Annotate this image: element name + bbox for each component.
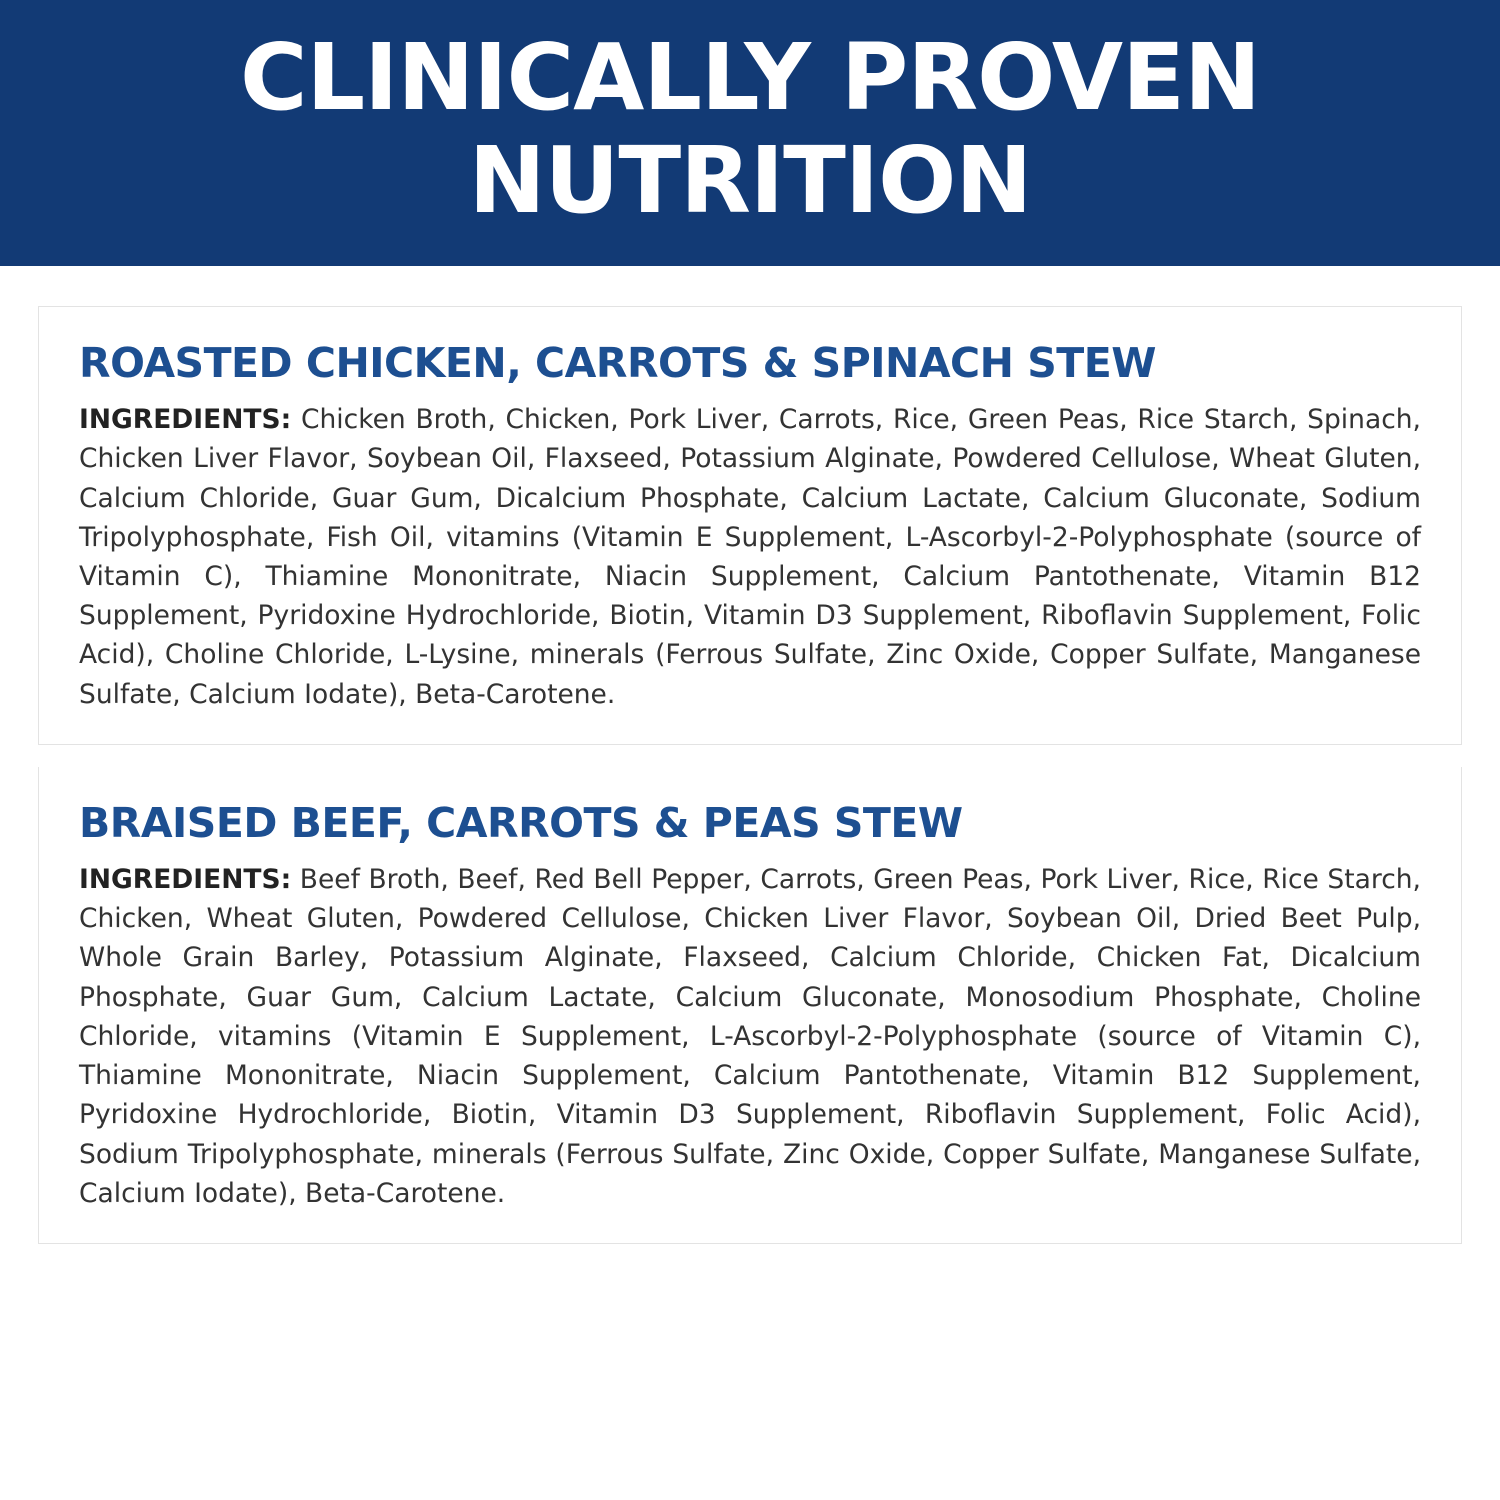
product-title: BRAISED BEEF, CARROTS & PEAS STEW	[79, 798, 963, 847]
banner-title-line-2: NUTRITION	[468, 127, 1032, 235]
ingredients-text: Chicken Broth, Chicken, Pork Liver, Carrots, Rice, Green Peas, Rice Starch, Spinach, Chicken Liver Flavor, Soybean Oil, Flaxseed, Potassium Alginate, Powdered Cellulose, Wheat Gluten, Calcium Chloride, Guar Gum, Dicalcium Phosphate, Calcium Lactate, Calcium Gluconate, Sodium Tripolyphosphate, Fish Oil, vitamins (Vitamin E Supplement, L-Ascorbyl-2-Polyphosphate (source of Vitamin C), Thiamine Mononitrate, Niacin Supplement, Calcium Pantothenate, Vitamin B12 Supplement, Pyridoxine Hydrochloride, Biotin, Vitamin D3 Supplement, Riboflavin Supplement, Folic Acid), Choline Chloride, L-Lysine, minerals (Ferrous Sulfate, Zinc Oxide, Copper Sulfate, Manganese Sulfate, Calcium Iodate), Beta-Carotene.	[79, 404, 1421, 710]
ingredients-text: Beef Broth, Beef, Red Bell Pepper, Carrots, Green Peas, Pork Liver, Rice, Rice Starch, Chicken, Wheat Gluten, Powdered Cellulose, Chicken Liver Flavor, Soybean Oil, Dried Beet Pulp, Whole Grain Barley, Potassium Alginate, Flaxseed, Calcium Chloride, Chicken Fat, Dicalcium Phosphate, Guar Gum, Calcium Lactate, Calcium Gluconate, Monosodium Phosphate, Choline Chloride, vitamins (Vitamin E Supplement, L-Ascorbyl-2-Polyphosphate (source of Vitamin C), Thiamine Mononitrate, Niacin Supplement, Calcium Pantothenate, Vitamin B12 Supplement, Pyridoxine Hydrochloride, Biotin, Vitamin D3 Supplement, Riboflavin Supplement, Folic Acid), Sodium Tripolyphosphate, minerals (Ferrous Sulfate, Zinc Oxide, Copper Sulfate, Manganese Sulfate, Calcium Iodate), Beta-Carotene.	[79, 864, 1421, 1209]
ingredients-paragraph	[79, 400, 1421, 714]
banner-title-line-1: CLINICALLY PROVEN	[240, 24, 1260, 131]
banner-title	[60, 24, 1440, 235]
product-title: ROASTED CHICKEN, CARROTS & SPINACH STEW	[79, 339, 1156, 388]
ingredients-paragraph	[79, 860, 1421, 1213]
clinically-proven-nutrition-banner	[0, 0, 1500, 266]
product-cards-container	[0, 266, 1500, 1244]
ingredients-label: INGREDIENTS:	[79, 864, 292, 895]
ingredients-label: INGREDIENTS:	[79, 404, 292, 436]
product-card-roasted-chicken	[38, 306, 1462, 745]
product-card-braised-beef	[38, 767, 1462, 1244]
